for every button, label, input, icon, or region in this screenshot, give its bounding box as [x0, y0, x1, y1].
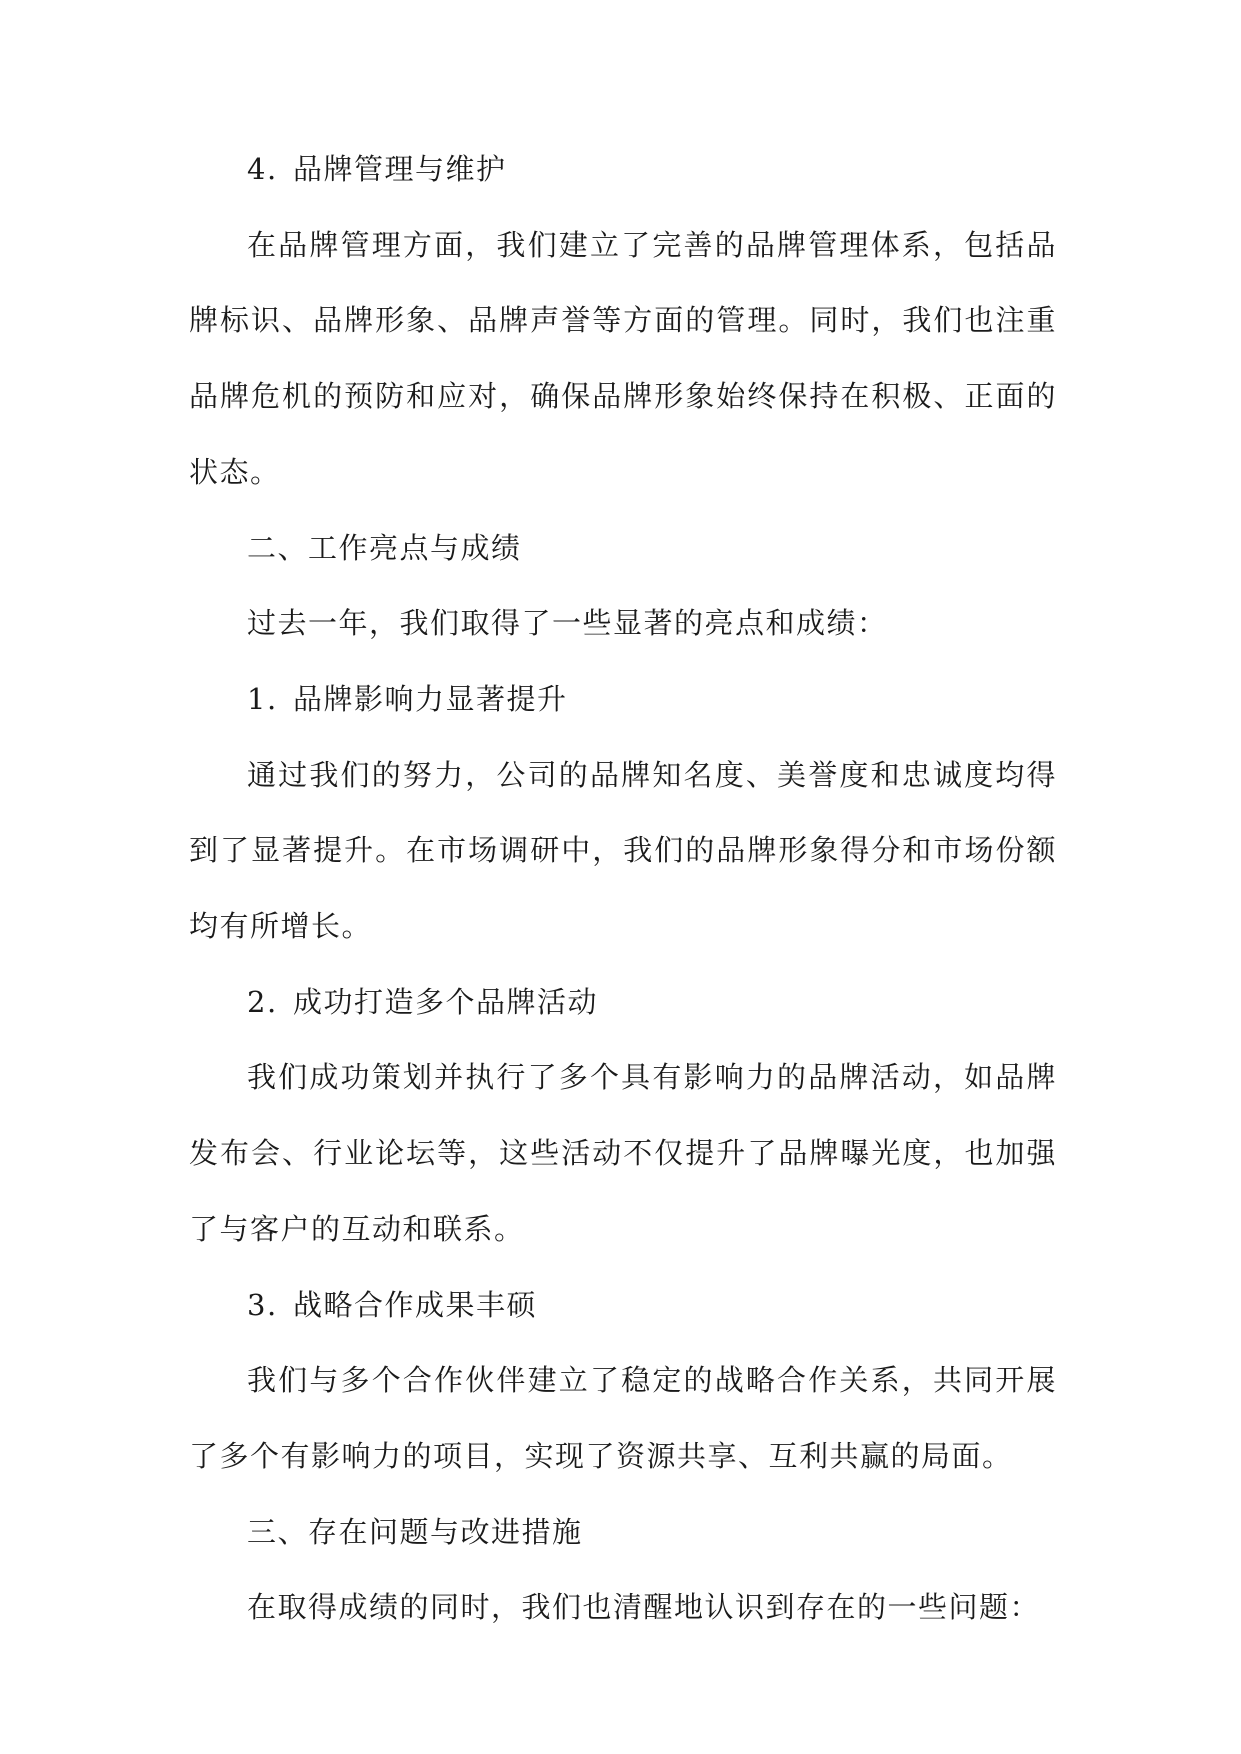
subheading-strategic-cooperation: [189, 1268, 1057, 1344]
paragraph-brand-events: 我们成功策划并执行了多个具有影响力的品牌活动，如品牌发布会、行业论坛等，这些活动不仅提升了品牌曝光度，也加强了与客户的互动和联系。: [189, 1060, 1057, 1246]
heading-text: 品牌管理与维护: [293, 152, 507, 186]
subheading-brand-events: [189, 965, 1057, 1041]
paragraph-brand-influence: 通过我们的努力，公司的品牌知名度、美誉度和忠诚度均得到了显著提升。在市场调研中，我们的品牌形象得分和市场份额均有所增长。: [189, 757, 1057, 944]
heading-number: 1.: [247, 681, 278, 716]
heading-number: 3.: [247, 1287, 278, 1322]
heading-text: 成功打造多个品牌活动: [293, 984, 599, 1019]
paragraph-strategic-cooperation: 我们与多个合作伙伴建立了稳定的战略合作关系，共同开展了多个有影响力的项目，实现了资源共享、互利共赢的局面。: [189, 1363, 1057, 1473]
paragraph-highlights-intro: 过去一年，我们取得了一些显著的亮点和成绩：: [247, 606, 888, 641]
paragraph-brand-management: 在品牌管理方面，我们建立了完善的品牌管理体系，包括品牌标识、品牌形象、品牌声誉等方面的管理。同时，我们也注重品牌危机的预防和应对，确保品牌形象始终保持在积极、正面的状态。: [189, 227, 1057, 489]
heading-number: 2.: [247, 984, 278, 1019]
document-body: [189, 132, 1057, 1646]
section-heading-brand-management: [189, 132, 1057, 208]
subheading-brand-influence: [189, 662, 1057, 738]
heading-text: 品牌影响力显著提升: [293, 681, 568, 716]
section-heading-highlights: 二、工作亮点与成绩: [247, 530, 522, 565]
paragraph-problems-intro: 在取得成绩的同时，我们也清醒地认识到存在的一些问题：: [247, 1590, 1041, 1625]
heading-text: 战略合作成果丰硕: [293, 1287, 538, 1322]
section-heading-problems: 三、存在问题与改进措施: [247, 1514, 583, 1549]
heading-number: 4.: [247, 152, 278, 186]
